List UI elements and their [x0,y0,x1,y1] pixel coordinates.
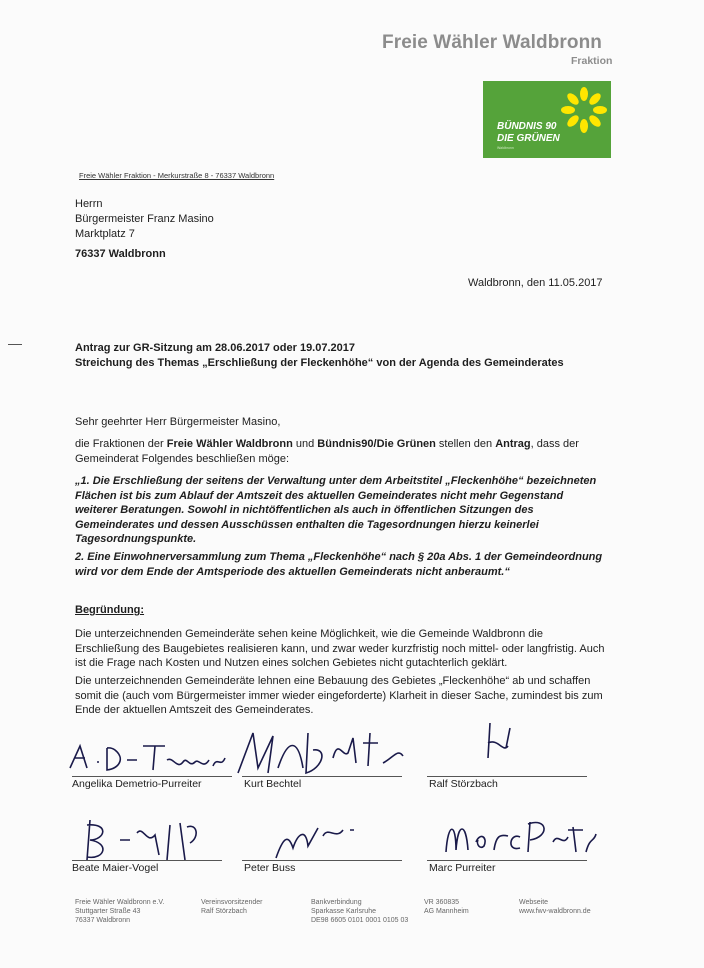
intro-text-3: stellen den [435,438,496,450]
intro-text-2: und [292,438,318,450]
recipient-city: 76337 Waldbronn [75,248,166,260]
sunflower-icon [561,87,607,133]
intro-text-1: die Fraktionen der [75,438,167,450]
intro-fw: Freie Wähler Waldbronn [166,438,293,450]
footer-bank [311,898,408,925]
footer-line: VR 360835 [424,899,460,906]
footer-line: Bankverbindung [311,899,362,906]
intro-line2: Gemeinderat Folgendes beschließen möge: [75,452,290,465]
footer-line: www.fwv-waldbronn.de [519,908,591,915]
subject-line1: Antrag zur GR-Sitzung am 28.06.2017 oder 19.07.2017 [75,342,356,354]
reasoning-line: Ende der aktuellen Amtszeit des Gemeinderates. [75,704,314,716]
org-name: Freie Wähler Waldbronn [382,32,603,53]
logo-text-line1: BÜNDNIS 90 [497,121,557,132]
motion-point2 [75,550,615,579]
reasoning-paragraph-1 [75,627,615,671]
signature-maier-vogel [75,815,215,865]
signature-buss [268,818,368,863]
signer-name: Ralf Störzbach [429,778,498,790]
footer-line: Vereinsvorsitzender [201,899,263,906]
signature-line [427,860,587,861]
footer-line: Freie Wähler Waldbronn e.V. [75,899,165,906]
reasoning-line: Erschließung des Baugebietes realisieren kann, und zwar weder kurzfristig noch mittel- oder langfristig. Auch [75,642,605,655]
intro-paragraph [75,437,615,466]
reasoning-line: Die unterzeichnenden Gemeinderäte sehen keine Möglichkeit, wie die Gemeinde Waldbronn die [75,628,543,640]
fold-mark [8,344,22,345]
subject [75,341,564,371]
motion-line: wird vor dem Ende der Amtsperiode des aktuellen Gemeinderats nicht anberaumt.“ [75,565,510,578]
motion-line: weiterer Beratungen. Sowohl in nichtöffentlichen als auch in öffentlichen Sitzungen des [75,504,534,516]
recipient-salutation: Herrn [75,198,103,210]
footer-line: Webseite [519,899,549,906]
signature-demetrio-purreiter [65,738,235,778]
reasoning-line: ist die Frage nach Kosten und Nutzen eines solchen Gebietes nicht gutachterlich geklärt. [75,657,508,669]
subject-line2: Streichung des Themas „Erschließung der Fleckenhöhe“ von der Agenda des Gemeinderates [75,357,564,369]
signature-bechtel [228,728,408,783]
intro-text-4: , dass der [530,438,579,450]
signer-name: Angelika Demetrio-Purreiter [72,778,202,790]
signer-name: Marc Purreiter [429,862,496,874]
greeting: Sehr geehrter Herr Bürgermeister Masino, [75,416,281,428]
motion-point1 [75,474,615,547]
logo-small-text: Waldbronn [497,146,514,150]
motion-line: Tagesordnungspunkte. [75,533,197,545]
signature-purreiter [438,812,598,862]
reasoning-line: somit die (auch vom Bürgermeister immer wieder eingeforderte) Klarheit in dieser Sache, zumindest bis zum [75,689,603,702]
signature-line [242,776,402,777]
motion-line: „1. Die Erschließung der seitens der Verwaltung unter dem Arbeitstitel „Fleckenhöhe“ bezeichneten [75,475,597,487]
footer-line: Ralf Störzbach [201,908,247,915]
footer-register [424,898,469,916]
signer-name: Beate Maier-Vogel [72,862,159,874]
signer-name: Peter Buss [244,862,296,874]
greens-logo [483,81,611,158]
reasoning-paragraph-2 [75,674,615,718]
signature-line [72,776,232,777]
sender-line: Freie Wähler Fraktion - Merkurstraße 8 - 76337 Waldbronn [79,171,275,180]
footer-address [75,898,164,925]
signature-line [72,860,222,861]
signature-line [427,776,587,777]
signature-stoerzbach [478,718,518,768]
footer-line: Sparkasse Karlsruhe [311,908,376,915]
motion-line: 2. Eine Einwohnerversammlung zum Thema „Fleckenhöhe“ nach § 20a Abs. 1 der Gemeindeordnung [75,551,603,563]
footer-line: 76337 Waldbronn [75,917,131,924]
motion-line: Flächen ist bis zum Ablauf der Amtszeit des aktuellen Gemeinderates nicht mehr Gegenstand [75,489,564,502]
org-subtitle: Fraktion [571,55,613,67]
footer-chair [201,898,262,916]
footer-line: Stuttgarter Straße 43 [75,908,141,915]
signer-name: Kurt Bechtel [244,778,302,790]
letter-date: Waldbronn, den 11.05.2017 [468,277,603,289]
recipient-street: Marktplatz 7 [75,228,135,240]
recipient-name: Bürgermeister Franz Masino [75,213,214,225]
footer-line: DE98 6605 0101 0001 0105 03 [311,917,409,924]
footer-line: AG Mannheim [424,908,469,915]
footer-website [519,898,591,916]
reasoning-line: Die unterzeichnenden Gemeinderäte lehnen eine Bebauung des Gebietes „Fleckenhöhe“ ab und schaffen [75,675,591,687]
signature-line [242,860,402,861]
motion-line: Gemeinderates und dessen Ausschüssen enthalten die Tagesordnungen hierzu keinerlei [75,518,539,531]
intro-antrag: Antrag [495,438,531,450]
reasoning-heading: Begründung: [75,604,145,616]
intro-greens: Bündnis90/Die Grünen [317,438,436,450]
logo-text-line2: DIE GRÜNEN [497,133,560,144]
